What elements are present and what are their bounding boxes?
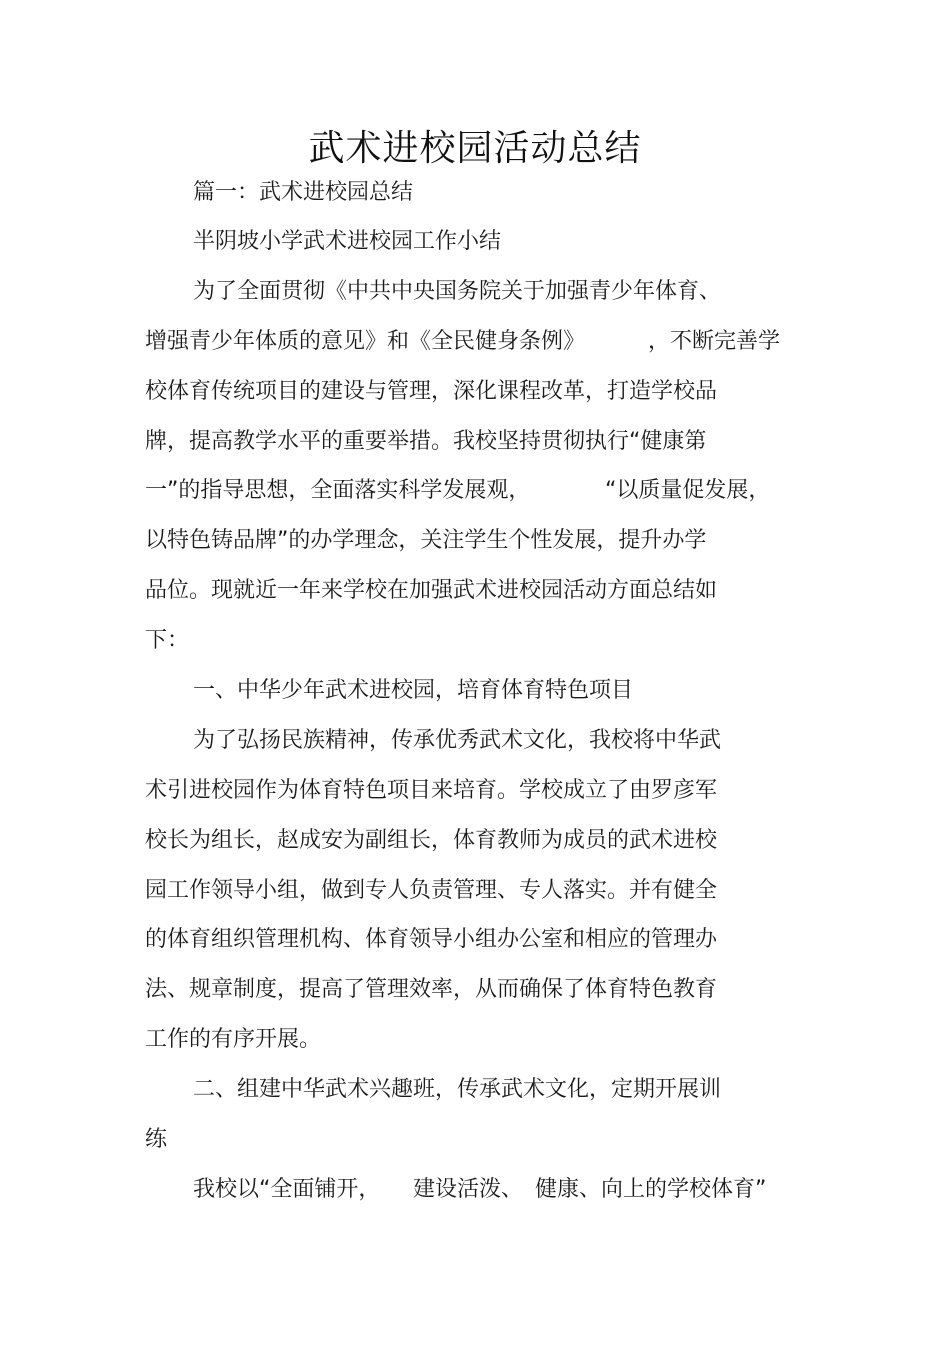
paragraph-line: 增强青少年体质的意见》和《全民健身条例》 [145,329,586,354]
paragraph-line: ，不断完善学 [648,329,781,354]
section-heading-two: 二、组建中华武术兴趣班，传承武术文化，定期开展训 [193,1077,722,1102]
paragraph-line: 工作的有序开展。 [145,1027,322,1052]
paragraph-line: 品位。现就近一年来学校在加强武术进校园活动方面总结如 [145,578,718,603]
section-heading-two-continued: 练 [145,1127,168,1152]
paragraph-line: 我校以“全面铺开， [193,1177,381,1202]
document-title: 武术进校园活动总结 [308,128,642,169]
paragraph-line: “以质量促发展， [605,478,771,503]
paragraph-line: 校体育传统项目的建设与管理，深化课程改革，打造学校品 [145,379,718,404]
paragraph-line: 下： [145,628,190,653]
subtitle-article-one: 篇一：武术进校园总结 [193,180,414,205]
paragraph-line: 以特色铸品牌”的办学理念，关注学生个性发展，提升办学 [145,528,707,553]
paragraph-line: 建设活泼、 [413,1177,524,1202]
paragraph-line: 校长为组长，赵成安为副组长，体育教师为成员的武术进校 [145,828,718,853]
paragraph-line: 为了弘扬民族精神，传承优秀武术文化，我校将中华武 [193,728,722,753]
paragraph-line: 为了全面贯彻《中共中央国务院关于加强青少年体育、 [193,279,722,304]
paragraph-line: 健康、向上的学校体育” [535,1177,767,1202]
section-heading-one: 一、中华少年武术进校园，培育体育特色项目 [193,678,634,703]
paragraph-line: 一”的指导思想，全面落实科学发展观， [145,478,531,503]
paragraph-line: 牌，提高教学水平的重要举措。我校坚持贯彻执行“健康第 [145,429,707,454]
paragraph-line: 的体育组织管理机构、体育领导小组办公室和相应的管理办 [145,927,718,952]
paragraph-line: 法、规章制度，提高了管理效率，从而确保了体育特色教育 [145,977,718,1002]
paragraph-line: 术引进校园作为体育特色项目来培育。学校成立了由罗彦军 [145,778,718,803]
paragraph-line: 园工作领导小组，做到专人负责管理、专人落实。并有健全 [145,878,718,903]
subtitle-summary: 半阴坡小学武术进校园工作小结 [193,229,502,254]
